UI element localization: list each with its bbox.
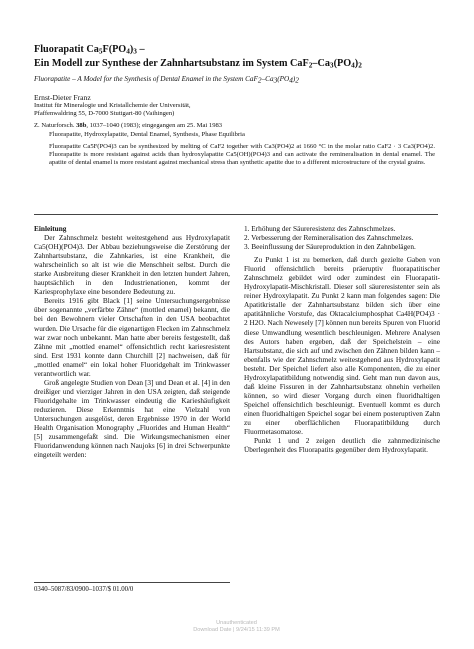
right-column <box>244 224 440 454</box>
section-heading: Einleitung <box>34 224 67 233</box>
author-name: Ernst-Dieter Franz <box>34 93 91 102</box>
section-divider <box>34 214 438 215</box>
citation: Z. Naturforsch. 38b, 1037–1040 (1983); eingegangen am 25. Mai 1983 <box>34 122 223 129</box>
mechanism-list <box>244 224 440 251</box>
footer-line: Unauthenticated <box>216 620 257 626</box>
body-paragraph: Punkt 1 und 2 zeigen deutlich die zahnmedizinische Überlegenheit des Fluorapatits gegenüber dem Hydroxylapatit. <box>244 436 440 455</box>
download-footer <box>174 620 299 634</box>
title-line-2: Ein Modell zur Synthese der Zahnhartsubstanz im System $CaF_2-Ca_3(PO_4)_2$ <box>34 58 362 70</box>
affiliation-line: Pfaffenwaldring 55, D-7000 Stuttgart-80 (Vaihingen) <box>34 110 175 118</box>
keywords: Fluorapatite, Hydroxylapatite, Dental Enamel, Synthesis, Phase Equilibria <box>49 131 245 138</box>
body-paragraph: Groß angelegte Studien von Dean [3] und Dean et al. [4] in den dreißiger und vierziger Jahren in den USA zeigten, daß steigende Fluoridgehalte im Trinkwasser eindeutig die Karieshäufigkeit reduzieren. Diese Erkenntnis hat eine Vielzahl von Untersuchungen ausgelöst, deren Ergebnisse 1970 in der World Health Organisation Monography „Fluorides and Human Health“ [5] zusammengefaßt sind. Die Wirkungsmechanismen einer Fluoridanwendung können nach Naujoks [6] in drei Schwerpunkte eingeteilt werden: <box>34 377 230 460</box>
affiliation-line: Institut für Mineralogie und Kristallchemie der Universität, <box>34 102 191 109</box>
english-title: Fluorapatite – A Model for the Synthesis of Dental Enamel in the System $CaF_2-Ca_3(PO_4)_2$ <box>34 75 299 85</box>
title-line-1: Fluorapatit $Ca_5F(PO_4)_3$ – <box>34 44 145 56</box>
citation-volume: 38b <box>76 122 87 129</box>
article-code: 0340–5087/83/0900–1037/$ 01.00/0 <box>34 586 134 593</box>
footnote-divider <box>34 582 230 583</box>
list-item: 3. Beeinflussung der Säureproduktion in den Zahnbelägen. <box>244 242 416 252</box>
abstract: Fluorapatite Ca5F(PO4)3 can be synthesized by melting of CaF2 together with Ca3(PO4)2 at 1660 °C in the molar ratio CaF2 · 3 Ca3(PO4)2. Fluorapatite is more resistant against acids than hydroxylapatite Ca5(OH)(PO4)3 and can activate the remineralisation in dental enamel. The apatite of dental enamel is more resistant against mechanical stress than synthetic apatite due to a different microstructure of the crystal grains. <box>49 143 435 167</box>
body-paragraph: Zu Punkt 1 ist zu bemerken, daß durch gezielte Gaben von Fluorid offensichtlich bereits präeruptiv fluorapatitischer Zahnschmelz gebildet wird oder zumindest ein Fluorapatit-Hydroxylapatit-Mischkristall. Dieser soll säureresistenter sein als reiner Hydroxylapatit. Zu Punkt 2 kann man folgendes sagen: Die Apatitkristalle der Zahnhartsubstanz bilden sich über eine apatitähnliche Vorstufe, das Oktacalciumphosphat Ca4H(PO4)3 · 2 H2O. Nach Newesely [7] können nun bereits Spuren von Fluorid diese Umwandlung wesentlich beschleunigen. Mehrere Analysen des Autors haben ergeben, daß der Speichelstein – eine Hartsubstanz, die sich auf und zwischen den Zähnen bilden kann – ebenfalls wie der Zahnschmelz weitestgehend aus Hydroxylapatit besteht. Der Speichel liefert also alle Komponenten, die zu einer Hydroxylapatitbildung notwendig sind. Geht man nun davon aus, daß kleine Fissuren in der Zahnhartsubstanz ohnehin verheilen können, so wird dieser Vorgang durch einen fluoridhaltigen Speichel offensichtlich beschleunigt. Eventuell kommt es durch einen fluoridhaltigen Speichel sogar bei einem posteruptiven Zahn zu einer oberflächlichen Fluorapatitbildung durch Fluormetasomatose. <box>244 255 440 437</box>
footer-line: Download Date | 9/24/15 11:39 PM <box>193 627 280 633</box>
list-item: 2. Verbesserung der Remineralisation des Zahnschmelzes. <box>244 233 414 243</box>
list-item: 1. Erhöhung der Säureresistenz des Zahnschmelzes. <box>244 224 396 233</box>
paper-title <box>34 44 362 72</box>
body-paragraph: Bereits 1916 gibt Black [1] seine Untersuchungsergebnisse über sogenannte „verfärbte Zähne“ (mottled enamel) bekannt, die bei den Bewohnern vieler Ortschaften in den USA beobachtet wurden. Die Ursache für die eigenartigen Flecken im Zahnschmelz war zwar noch unbekannt. Man hatte aber bereits festgestellt, daß Zähne mit „mottled enamel“ offensichtlich recht kariesresistent sind. Erst 1931 konnte dann Churchill [2] nachweisen, daß für „mottled enamel“ ein lokal hoher Fluoridgehalt im Trinkwasser verantwortlich war. <box>34 296 230 378</box>
left-column <box>34 224 230 459</box>
affiliation <box>34 102 191 118</box>
body-paragraph: Der Zahnschmelz besteht weitestgehend aus Hydroxylapatit Ca5(OH)(PO4)3. Der Abbau beziehungsweise die Zerstörung der Zahnhartsubstanz, die Zahnkaries, ist eine Krankheit, die wahrscheinlich so alt ist wie die Menschheit selbst. Durch die starke Ausbreitung dieser Krankheit in den letzten hundert Jahren, hauptsächlich in den Industrienationen, kommt der Kariesprophylaxe eine besondere Bedeutung zu. <box>34 233 230 297</box>
